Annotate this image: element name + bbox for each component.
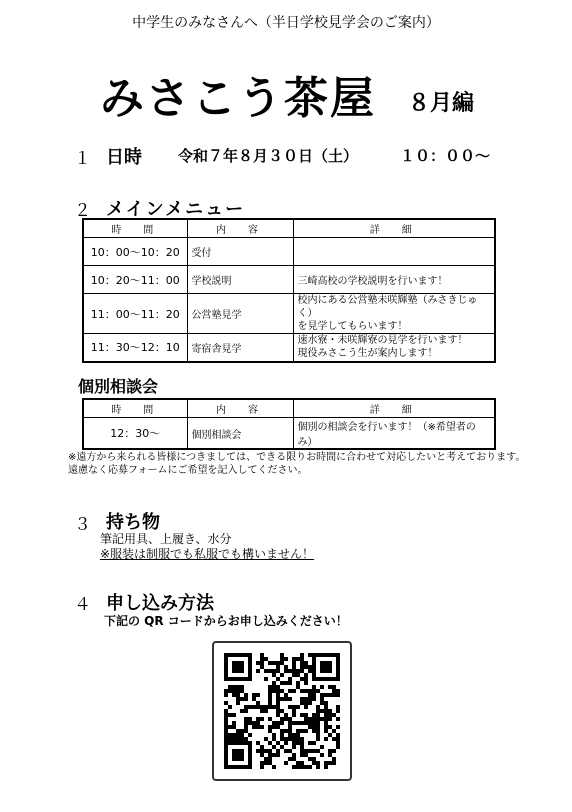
page-subtitle: 中学生のみなさんへ（半日学校見学会のご案内） [132, 15, 440, 31]
table-row [83, 418, 495, 450]
section4-number: ４ [74, 595, 91, 615]
row-detail: 速水寮・未咲輝寮の見学を行います！ 現役みさこう生が案内します！ [293, 334, 495, 362]
section1-heading: 日時 [106, 147, 142, 168]
column-header-content: 内 容 [187, 219, 293, 238]
section4-heading: 申し込み方法 [106, 593, 214, 614]
application-instruction: 下記の QR コードからお申し込みください！ [104, 614, 348, 628]
column-header-detail: 詳 細 [293, 219, 495, 238]
row-detail: 三崎高校の学校説明を行います！ [293, 266, 495, 294]
table-row [83, 238, 495, 266]
column-header-time: 時 間 [83, 219, 187, 238]
section2-heading: メインメニュー [106, 199, 246, 220]
event-date: 令和７年８月３０日（土） [178, 147, 359, 165]
row-content: 個別相談会 [187, 418, 293, 450]
row-time: 12：30～ [83, 418, 187, 450]
table-header-row [83, 399, 495, 418]
belongings-list: 筆記用具、上履き、水分 [100, 532, 232, 546]
section1-number: １ [74, 149, 91, 169]
row-detail [293, 238, 495, 266]
event-time: １０：００～ [400, 147, 491, 165]
consult-table [82, 398, 496, 450]
row-time: 11：00～11：20 [83, 294, 187, 334]
section3-heading: 持ち物 [106, 512, 160, 533]
table-row [83, 266, 495, 294]
column-header-content: 内 容 [187, 399, 293, 418]
application-qr-code[interactable] [212, 641, 352, 781]
column-header-time: 時 間 [83, 399, 187, 418]
page-title: みさこう茶屋 [100, 73, 376, 124]
main-menu-table [82, 218, 496, 363]
row-time: 10：00～10：20 [83, 238, 187, 266]
row-detail: 校内にある公営塾未咲輝塾（みさきじゅく） を見学してもらいます！ [293, 294, 495, 334]
row-content: 受付 [187, 238, 293, 266]
clothing-note: ※服装は制服でも私服でも構いません！ [100, 547, 315, 561]
title-month: ８月編 [408, 91, 475, 116]
row-time: 10：20～11：00 [83, 266, 187, 294]
consult-heading: 個別相談会 [78, 377, 159, 396]
consult-note: ※遠方から来られる皆様につきましては、できる限りお時間に合わせて対応したいと考えております。遠慮なく応募フォームにご希望を記入してください。 [68, 452, 526, 476]
section3-number: ３ [74, 515, 91, 535]
row-content: 学校説明 [187, 266, 293, 294]
qr-code-image [214, 643, 350, 779]
table-header-row [83, 219, 495, 238]
row-detail: 個別の相談会を行います！（※希望者のみ） [293, 418, 495, 450]
table-row [83, 294, 495, 334]
table-row [83, 334, 495, 362]
row-time: 11：30～12：10 [83, 334, 187, 362]
section2-number: ２ [74, 201, 91, 221]
row-content: 寄宿舎見学 [187, 334, 293, 362]
column-header-detail: 詳 細 [293, 399, 495, 418]
row-content: 公営塾見学 [187, 294, 293, 334]
